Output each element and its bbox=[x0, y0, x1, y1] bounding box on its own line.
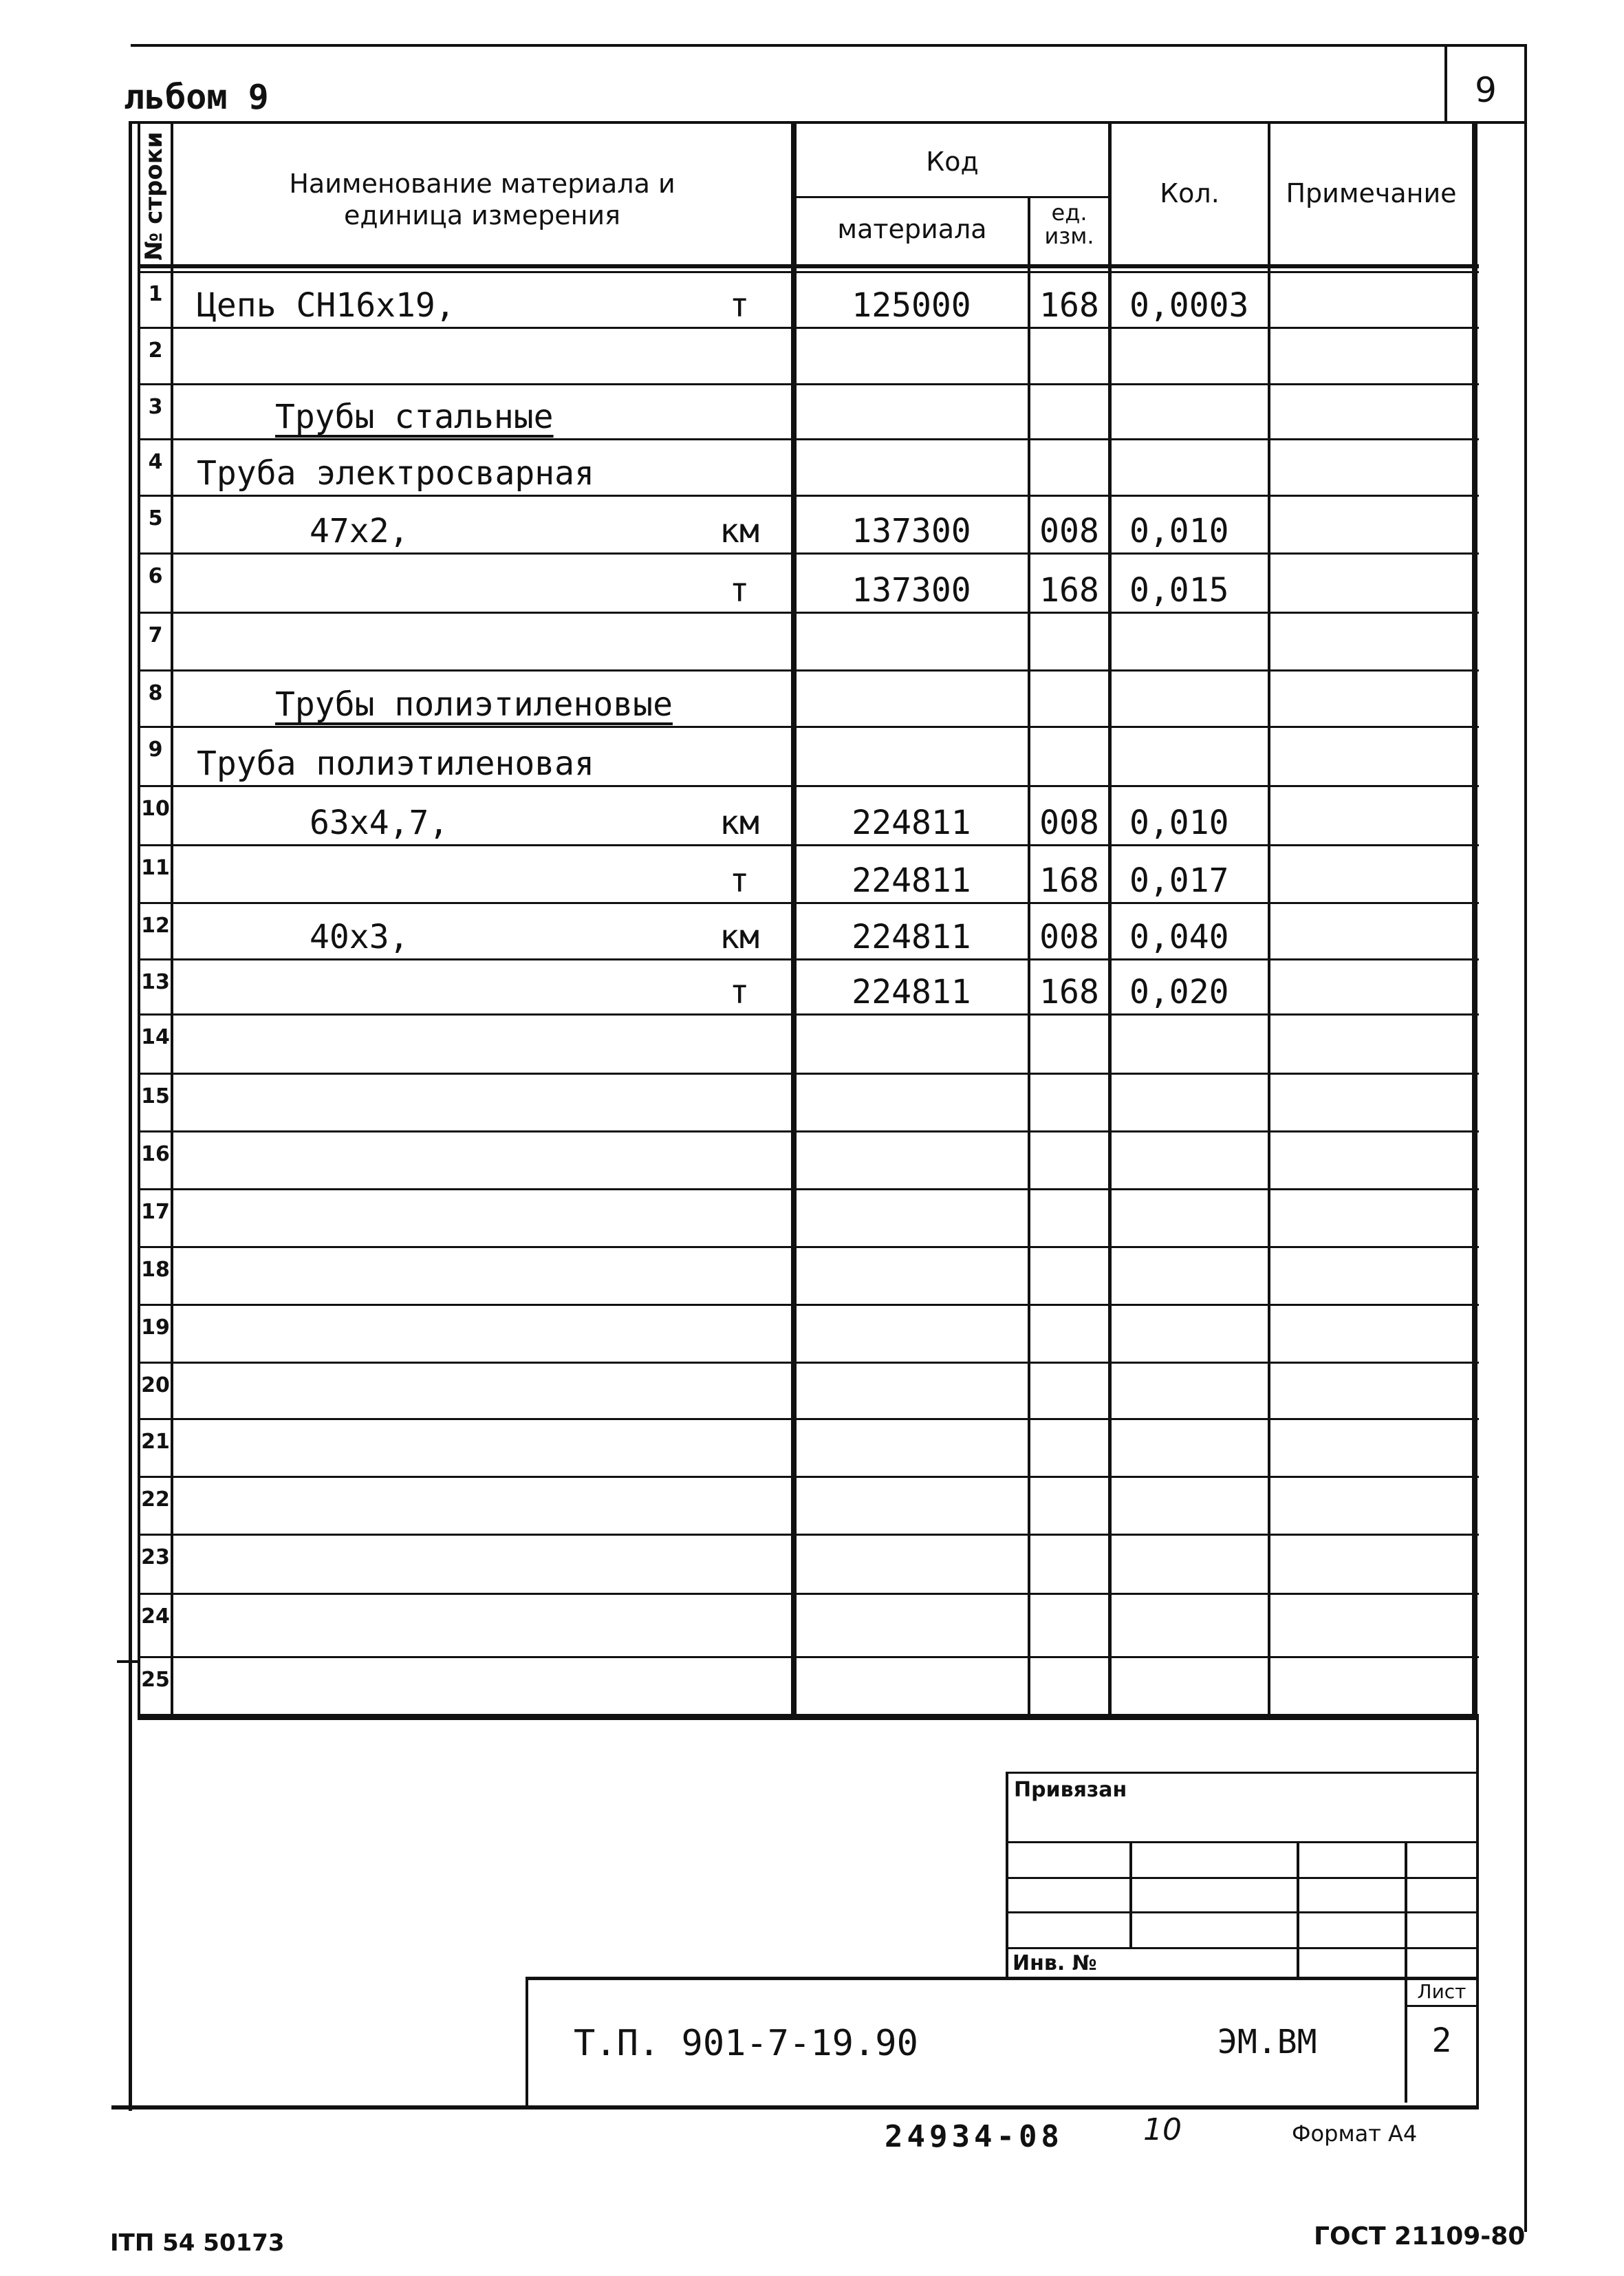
row-number: 1 bbox=[148, 282, 163, 306]
table-row bbox=[0, 1595, 1624, 1658]
row-number: 16 bbox=[141, 1142, 170, 1166]
quantity: 0,020 bbox=[1129, 973, 1229, 1011]
row-number: 19 bbox=[141, 1316, 170, 1340]
header-code-material: материала bbox=[837, 214, 987, 244]
table-row bbox=[0, 497, 1624, 555]
row-number: 23 bbox=[141, 1545, 170, 1569]
table-row bbox=[0, 846, 1624, 904]
row-number: 14 bbox=[141, 1025, 170, 1049]
row-number: 24 bbox=[141, 1604, 170, 1629]
handwritten-number: 10 bbox=[1143, 2112, 1182, 2147]
material-name: Труба полиэтиленовая bbox=[197, 744, 594, 783]
sheet-label: Лист bbox=[1417, 1980, 1466, 2003]
material-code: 224811 bbox=[852, 804, 971, 842]
table-row bbox=[0, 1306, 1624, 1364]
row-number: 22 bbox=[141, 1488, 170, 1512]
paper-format: Формат А4 bbox=[1292, 2121, 1418, 2147]
row-number: 9 bbox=[148, 738, 163, 762]
row-number: 15 bbox=[141, 1084, 170, 1108]
table-row bbox=[0, 272, 1624, 329]
quantity: 0,015 bbox=[1129, 571, 1229, 610]
row-number: 7 bbox=[148, 623, 163, 647]
quantity: 0,017 bbox=[1129, 861, 1229, 900]
page-number: 9 bbox=[1475, 70, 1497, 110]
material-name: 40х3, bbox=[310, 918, 409, 956]
unit-code: 008 bbox=[1039, 804, 1099, 842]
table-row bbox=[0, 440, 1624, 497]
unit-of-measure: км bbox=[719, 804, 759, 842]
table-row bbox=[0, 1016, 1624, 1075]
row-number: 8 bbox=[148, 681, 163, 705]
unit-code: 008 bbox=[1039, 512, 1099, 550]
quantity: 0,010 bbox=[1129, 804, 1229, 842]
material-code: 125000 bbox=[852, 286, 971, 325]
table-row bbox=[0, 672, 1624, 728]
row-number: 3 bbox=[148, 395, 163, 419]
row-number: 13 bbox=[141, 970, 170, 994]
album-title: льбом 9 bbox=[124, 77, 269, 117]
table-row bbox=[0, 728, 1624, 787]
material-name: Труба электросварная bbox=[197, 454, 594, 493]
document-code: ЭМ.ВМ bbox=[1217, 2023, 1317, 2061]
row-number: 2 bbox=[148, 339, 163, 363]
table-row bbox=[0, 1478, 1624, 1536]
archive-code: ІТП 54 50173 bbox=[110, 2229, 285, 2257]
attached-label: Привязан bbox=[1014, 1778, 1127, 1802]
material-code: 224811 bbox=[852, 861, 971, 900]
table-row bbox=[0, 385, 1624, 440]
row-number: 6 bbox=[148, 564, 163, 588]
header-code: Код bbox=[926, 147, 979, 177]
quantity: 0,010 bbox=[1129, 512, 1229, 550]
material-name: Трубы полиэтиленовые bbox=[275, 685, 673, 724]
material-code: 137300 bbox=[852, 571, 971, 610]
table-row bbox=[0, 787, 1624, 846]
unit-of-measure: т bbox=[729, 286, 750, 325]
unit-code: 168 bbox=[1039, 286, 1099, 325]
designation: Т.П. 901-7-19.90 bbox=[574, 2023, 918, 2064]
table-row bbox=[0, 1364, 1624, 1420]
table-row bbox=[0, 614, 1624, 672]
unit-code: 168 bbox=[1039, 571, 1099, 610]
header-material-name: Наименование материала и единица измерения bbox=[289, 169, 675, 230]
quantity: 0,0003 bbox=[1129, 286, 1249, 325]
unit-of-measure: т bbox=[729, 973, 750, 1011]
row-number: 21 bbox=[141, 1430, 170, 1454]
material-code: 137300 bbox=[852, 512, 971, 550]
row-number: 17 bbox=[141, 1200, 170, 1224]
header-code-unit: ед. изм. bbox=[1044, 200, 1094, 249]
row-number: 11 bbox=[141, 856, 170, 880]
unit-of-measure: т bbox=[729, 861, 750, 900]
material-code: 224811 bbox=[852, 973, 971, 1011]
row-number: 12 bbox=[141, 914, 170, 938]
quantity: 0,040 bbox=[1129, 918, 1229, 956]
material-name: 63х4,7, bbox=[310, 804, 449, 842]
unit-code: 168 bbox=[1039, 973, 1099, 1011]
row-number: 4 bbox=[148, 450, 163, 474]
table-row bbox=[0, 960, 1624, 1016]
material-name: 47х2, bbox=[310, 512, 409, 550]
unit-code: 168 bbox=[1039, 861, 1099, 900]
material-code: 224811 bbox=[852, 918, 971, 956]
material-name: Цепь СН16х19, bbox=[197, 286, 455, 325]
table-row bbox=[0, 1190, 1624, 1248]
table-row bbox=[0, 1132, 1624, 1190]
unit-code: 008 bbox=[1039, 918, 1099, 956]
row-number: 5 bbox=[148, 506, 163, 530]
sheet-number: 2 bbox=[1431, 2021, 1452, 2060]
row-number: 25 bbox=[141, 1668, 170, 1692]
header-note: Примечание bbox=[1286, 178, 1457, 208]
material-name: Трубы стальные bbox=[275, 398, 554, 436]
inventory-number-label: Инв. № bbox=[1013, 1951, 1097, 1975]
unit-of-measure: км bbox=[719, 512, 759, 550]
table-row bbox=[0, 1420, 1624, 1478]
table-row bbox=[0, 555, 1624, 614]
table-row bbox=[0, 1075, 1624, 1132]
table-row bbox=[0, 1536, 1624, 1595]
table-row bbox=[0, 1658, 1624, 1716]
order-number: 24934-08 bbox=[885, 2119, 1063, 2154]
row-number: 20 bbox=[141, 1373, 170, 1397]
row-number: 10 bbox=[141, 797, 170, 821]
table-row bbox=[0, 904, 1624, 960]
gost-reference: ГОСТ 21109-80 bbox=[1314, 2222, 1526, 2251]
table-row bbox=[0, 329, 1624, 385]
row-number: 18 bbox=[141, 1258, 170, 1282]
header-quantity: Кол. bbox=[1160, 178, 1220, 208]
unit-of-measure: т bbox=[729, 571, 750, 610]
unit-of-measure: км bbox=[719, 918, 759, 956]
table-row bbox=[0, 1248, 1624, 1306]
header-row-number: № строки bbox=[140, 131, 168, 261]
